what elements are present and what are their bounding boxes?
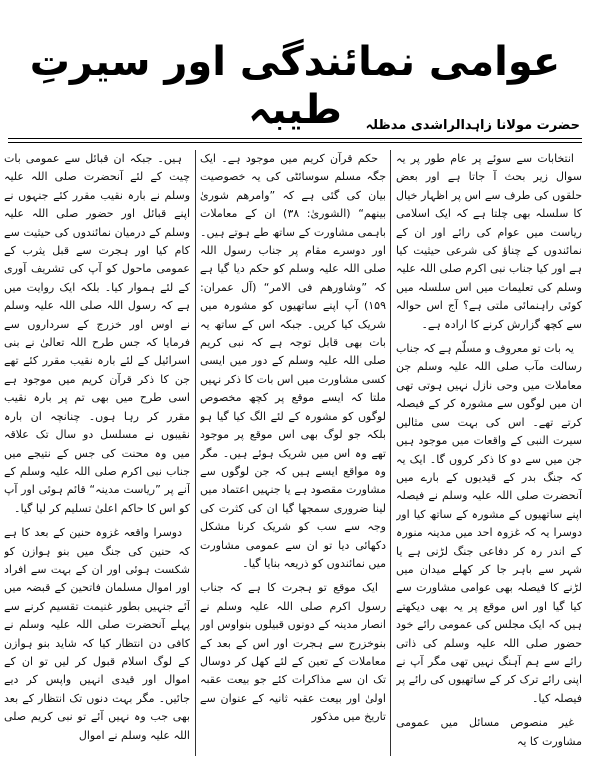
article-title: عوامی نمائندگی اور سیرتِ طیبہ — [29, 39, 561, 133]
paragraph: غیر منصوص مسائل میں عمومی مشاورت کا یہ — [396, 716, 582, 748]
column-divider — [390, 150, 391, 756]
paragraph: ہیں۔ جبکہ ان قبائل سے عمومی بات چیت کے لئے آنحضرت صلی اللہ علیہ وسلم نے بارہ نقیب مقرر کئے جنہوں نے اپنے قبائل اور حضور صلی اللہ علیہ وسلم کے درمیان نمائندوں کی حیثیت سے کام کیا اور ہجرت سے قبل یثرب کے عمومی ماحول کو آپ کی تشریف آوری کے لئے ہموار کیا۔ بلکہ ایک روایت میں ہے کہ رسول اللہ صلی اللہ علیہ وسلم نے اوس اور خزرج کے سرداروں سے فرمایا کہ جس طرح اللہ تعالیٰ نے بنی اسرائیل کے لئے بارہ نقیب مقرر کئے تھے جن کا ذکر قرآن کریم میں موجود ہے اسی طرح میں بھی تم پر بارہ نقیب مقرر کر رہا ہوں۔ چنانچہ ان بارہ نقیبوں نے مسلسل دو سال تک علاقہ میں وہ محنت کی جس کے نتیجے میں جناب نبی اکرم صلی اللہ علیہ وسلم کے آنے پر ”ریاست مدینہ“ قائم ہوئی اور آپ کو اس کا حاکم اعلیٰ تسلیم کر لیا گیا۔ — [4, 152, 190, 515]
column-middle — [200, 150, 386, 756]
column-divider — [195, 150, 196, 756]
paragraph: دوسرا واقعہ غزوہ حنین کے بعد کا ہے کہ حنین کی جنگ میں بنو ہوازن کو شکست ہوئی اور ان کے بہت سے افراد اور اموال مسلمان فاتحین کے قبضہ میں آئے جنہیں بطور غنیمت تقسیم کرنے سے پہلے آنحضرت صلی اللہ علیہ وسلم نے کافی دن انتظار کیا کہ شاید بنو ہوازن کے لوگ اسلام قبول کر لیں تو ان کے اموال اور قیدی انہیں واپس کر دیے جائیں۔ مگر بہت دنوں تک انتظار کے بعد بھی جب وہ نہیں آئے تو نبی کریم صلی اللہ علیہ وسلم نے اموال — [4, 526, 190, 742]
article-author: حضرت مولانا زاہدالراشدی مدظلہ — [365, 118, 580, 133]
paragraph: انتخابات سے سوئے پر عام طور پر یہ سوال زیر بحث آ جاتا ہے اور بعض حلقوں کی طرف سے اس پر اظہار خیال کا سلسلہ بھی چلتا ہے کہ ایک اسلامی ریاست میں عوام کی رائے اور ان کے نمائندوں کے چناؤ کی شرعی حیثیت کیا ہے اور کیا جناب نبی اکرم صلی اللہ علیہ وسلم کی تعلیمات میں اس سلسلہ میں کوئی راہنمائی ملتی ہے؟ آج اس حوالہ سے کچھ گزارش کرنے کا ارادہ ہے۔ — [396, 152, 582, 331]
paragraph: حکم قرآن کریم میں موجود ہے۔ ایک جگہ مسلم سوسائٹی کی یہ خصوصیت بیان کی گئی ہے کہ ”وامرھم شوریٰ بینھم“ (الشوریٰ: ۳۸) ان کے معاملات باہمی مشاورت کے ساتھ طے ہوتے ہیں۔ اور دوسرے مقام پر جناب رسول اللہ صلی اللہ علیہ وسلم کو حکم دیا گیا ہے کہ ”وشاورھم فی الامر“ (آل عمران: ۱۵۹) آپ اپنے ساتھیوں کو مشورہ میں شریک کیا کریں۔ جبکہ اس کے ساتھ یہ بات بھی قابل توجہ ہے کہ نبی کریم صلی اللہ علیہ وسلم کے دور میں ایسی کسی مشاورت میں اس بات کا ذکر نہیں ملتا کہ ایسے موقع پر کچھ مخصوص لوگوں کو مشورہ کے لئے الگ کیا گیا ہو بلکہ جو لوگ بھی اس موقع پر موجود تھے وہ اس میں شریک ہوئے ہیں۔ مگر وہ مواقع ایسے ہیں کہ جن لوگوں سے مشاورت مقصود ہے یا جنہیں اعتماد میں لینا ضروری سمجھا گیا ان کی کثرت کی وجہ سے سب کو شریک کرنا مشکل دکھائی دیا تو ان سے عمومی مشاورت میں نمائندوں کو ذریعہ بنایا گیا۔ — [200, 152, 386, 570]
header-rule — [8, 138, 582, 139]
header-rule-double — [8, 142, 582, 143]
column-left — [4, 150, 190, 756]
column-right — [396, 150, 582, 756]
paragraph: یہ بات تو معروف و مسلّم ہے کہ جناب رسالت مآب صلی اللہ علیہ وسلم جن معاملات میں وحی نازل نہیں ہوتی تھی ان میں لوگوں سے مشورہ کر کے فیصلہ کرتے تھے۔ اس کی بہت سی مثالیں سیرت النبی کے واقعات میں موجود ہیں جن میں سے دو کا ذکر کروں گا۔ ایک یہ کہ جنگ بدر کے قیدیوں کے بارے میں آنحضرت صلی اللہ علیہ وسلم نے فیصلہ اپنے ساتھیوں کے مشورہ کے ساتھ کیا اور دوسرا یہ کہ غزوہ احد میں مدینہ منورہ کے اندر رہ کر دفاعی جنگ لڑنی ہے یا شہر سے باہر جا کر کھلے میدان میں لڑنے کا فیصلہ بھی عوامی مشاورت سے کیا گیا اور اس موقع پر یہ بھی دیکھتے ہیں کہ ایک مجلس کی عمومی رائے خود حضور صلی اللہ علیہ وسلم کی ذاتی رائے سے ہم آہنگ نہیں تھی مگر آپ نے اپنی رائے ترک کر کے ساتھیوں کی رائے پر فیصلہ کیا۔ — [396, 342, 582, 705]
paragraph: ایک موقع تو ہجرت کا ہے کہ جناب رسول اکرم صلی اللہ علیہ وسلم نے انصار مدینہ کے دونوں قبیلوں بنواوس اور بنوخزرج سے ہجرت اور اس کے بعد کے معاملات کے تعین کے لئے کھل کر دوسال تک ان سے مذاکرات کئے جو بیعت عقبہ اولیٰ اور بیعت عقبہ ثانیہ کے عنوان سے تاریخ میں مذکور — [200, 581, 386, 724]
